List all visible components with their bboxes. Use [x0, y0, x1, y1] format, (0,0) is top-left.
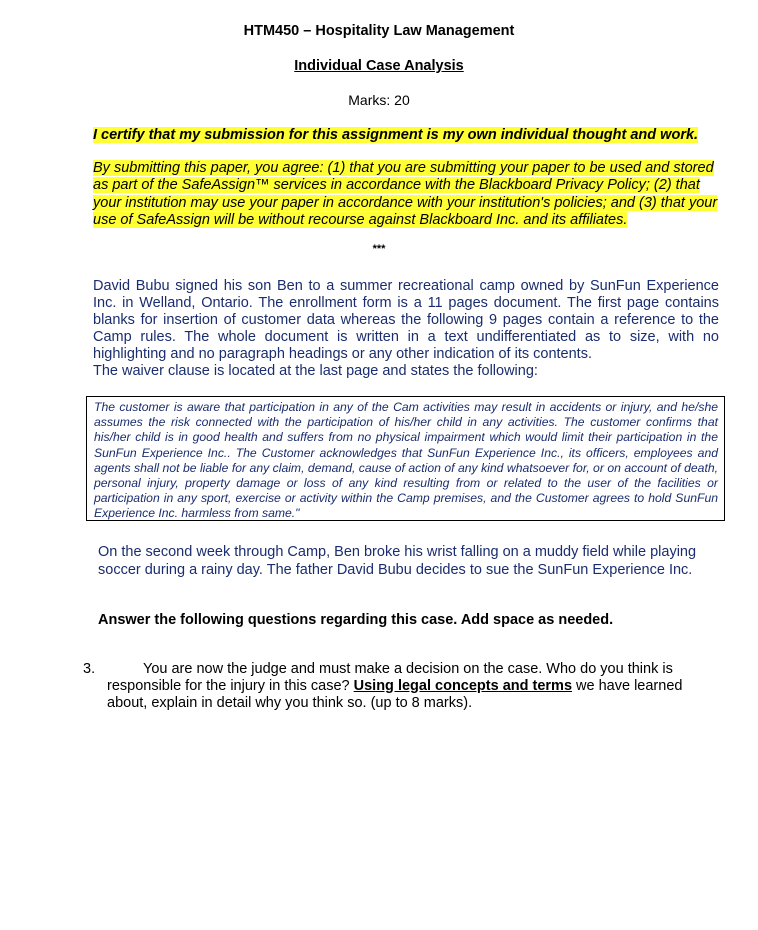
question-emphasis: Using legal concepts and terms — [353, 677, 573, 694]
document-subtitle — [0, 58, 758, 74]
document-subtitle-text: Individual Case Analysis — [294, 58, 464, 74]
question-text — [107, 661, 707, 711]
safeassign-text: By submitting this paper, you agree: (1) that you are submitting your paper to be used and stored as part of the SafeAssign™ services in accordance with the Blackboard Privacy Policy; (2) that your institution may use your paper in accordance with your institution's policies; and (3) that your use of SafeAssign will be without recourse against Blackboard Inc. and its affiliates. — [93, 160, 718, 228]
course-title: HTM450 – Hospitality Law Management — [243, 23, 515, 39]
question-instructions: Answer the following questions regarding this case. Add space as needed. — [98, 612, 614, 628]
case-description — [93, 278, 719, 380]
waiver-clause-text: The customer is aware that participation in any of the Cam activities may result in accidents or injury, and he/she assumes the risk connected with the participation of his/her child in any activities. The customer confirms that his/her child is in good health and suffers from no physical impairment which would limit their participation in the SunFun Experience Inc.. The Customer acknowledges that SunFun Experience Inc., its officers, employees and agents shall not be liable for any claim, demand, cause of action of any kind whatsoever for, or on account of death, personal injury, property damage or loss of any kind resulting from or related to the user of the facilities or participation in any sport, exercise or activity within the Camp premises, and the Customer agrees to hold SunFun Experience Inc. harmless from same." — [94, 400, 718, 521]
question-text-before: You are now the judge and must make a decision on the case. Who do you think is responsible for the injury in this case? — [107, 661, 673, 694]
waiver-clause-box — [86, 396, 725, 521]
incident-description: On the second week through Camp, Ben broke his wrist falling on a muddy field while playing soccer during a rainy day. The father David Bubu decides to sue the SunFun Experience Inc. — [98, 544, 697, 578]
marks-label: Marks: 20 — [348, 92, 410, 108]
section-separator: *** — [372, 243, 386, 255]
safeassign-agreement — [93, 160, 728, 229]
question-number: 3. — [83, 661, 96, 677]
certification-text: I certify that my submission for this assignment is my own individual thought and work. — [93, 127, 699, 143]
certification-statement — [93, 126, 723, 144]
waiver-intro-line: The waiver clause is located at the last page and states the following: — [93, 363, 538, 379]
case-intro-paragraph: David Bubu signed his son Ben to a summer recreational camp owned by SunFun Experience Inc. in Welland, Ontario. The enrollment form is a 11 pages document. The first page contains blanks for insertion of customer data whereas the following 9 pages contain a reference to the Camp rules. The whole document is written in a text undifferentiated as to size, with no highlighting and no paragraph headings or any other indication of its contents. — [93, 278, 719, 362]
question-text-after: we have learned about, explain in detail why you think so. (up to 8 marks). — [107, 677, 683, 711]
